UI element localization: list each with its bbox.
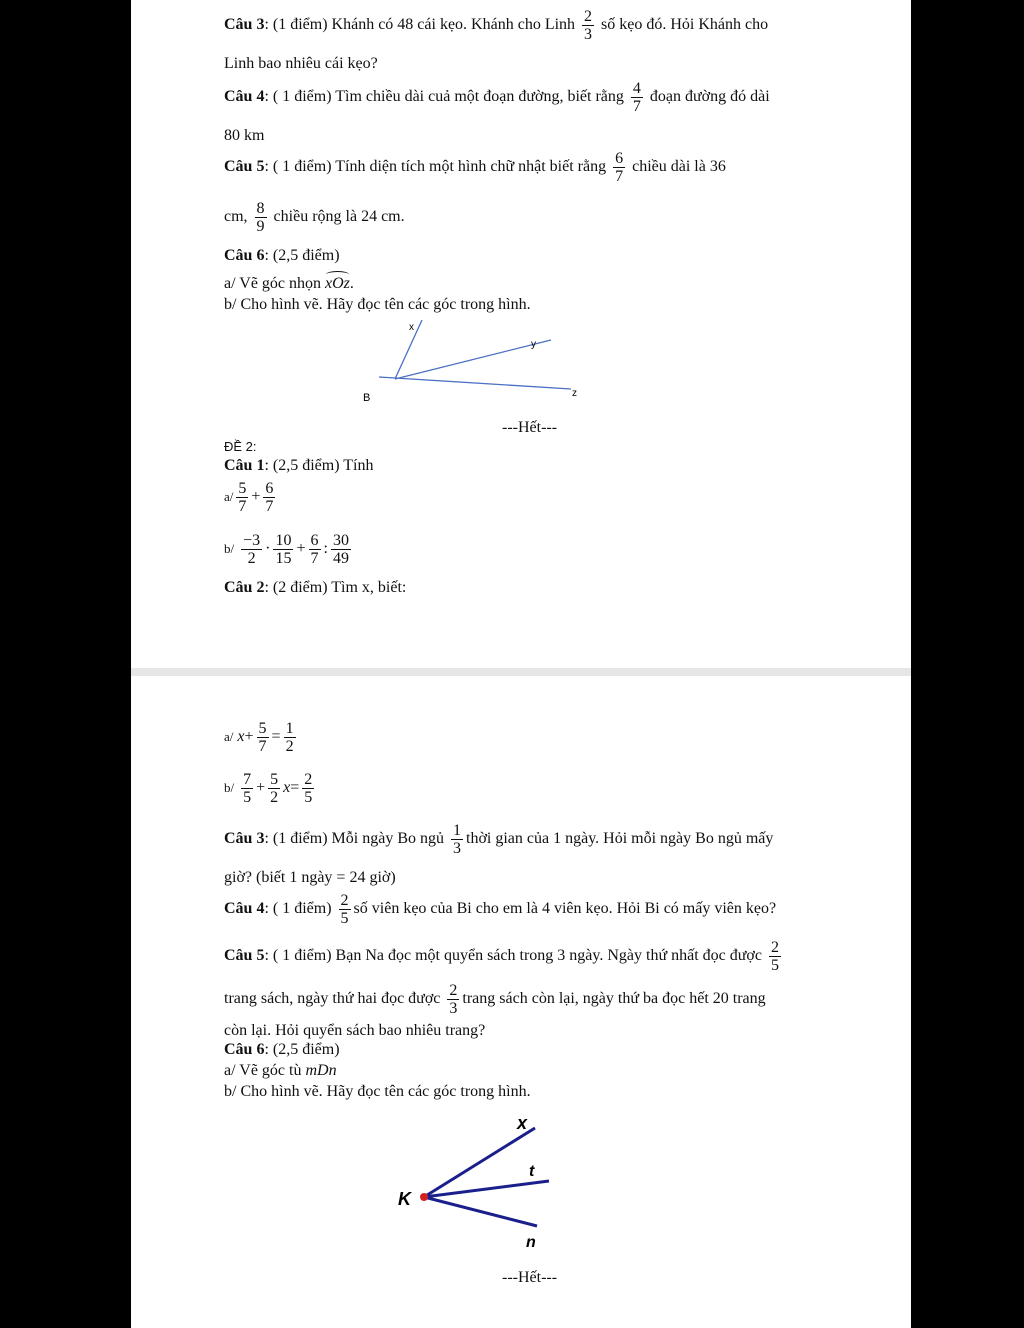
question-3: Câu 3: (1 điểm) Khánh có 48 cái kẹo. Khánh cho Linh $\frac{2}{3}$ số kẹo đó. Hỏi Khánh cho bbox=[224, 8, 769, 43]
de2-question-5: Câu 5: ( 1 điểm) Bạn Na đọc một quyển sách trong 3 ngày. Ngày thứ nhất đọc được $\frac{2}{5}$ bbox=[224, 939, 779, 974]
angle-figure-2 bbox=[131, 1106, 911, 1256]
question-3-line-2: Linh bao nhiêu cái kẹo? bbox=[224, 55, 378, 72]
de2-title: ĐỀ 2: bbox=[224, 439, 257, 454]
de2-question-4: Câu 4: ( 1 điểm) $\frac{2}{5}$ số viên kẹo của Bi cho em là 4 viên kẹo. Hỏi Bi có mấy viên kẹo? bbox=[224, 892, 777, 927]
label-t: t bbox=[529, 1163, 535, 1180]
question-5: Câu 5: ( 1 điểm) Tính diện tích một hình chữ nhật biết rằng $\frac{6}{7}$ chiều dài là 36 bbox=[224, 150, 726, 185]
de2-question-3-line-2: giờ? (biết 1 ngày = 24 giờ) bbox=[224, 869, 396, 886]
question-4-line-2: 80 km bbox=[224, 127, 265, 144]
de2-question-6a: a/ Vẽ góc tù mDn bbox=[224, 1062, 337, 1079]
fraction: $\frac{6}{7}$ bbox=[615, 150, 624, 185]
de2-question-2b: b/ $\frac{7}{5}$ + $\frac{5}{2}$ x= $\frac{2}{5}$ bbox=[224, 771, 313, 806]
question-4: Câu 4: ( 1 điểm) Tìm chiều dài cuả một đoạn đường, biết rằng $\frac{4}{7}$ đoạn đường đó dài bbox=[224, 80, 770, 115]
de2-question-1b: b/ $\frac{-3}{2}$ · $\frac{10}{15}$ + $\frac{6}{7}$ : $\frac{30}{49}$ bbox=[224, 532, 349, 567]
label-k: K bbox=[398, 1189, 411, 1209]
angle-mdn: mDn bbox=[305, 1062, 337, 1079]
de2-question-2a: a/ x+ $\frac{5}{7}$ = $\frac{1}{2}$ bbox=[224, 720, 294, 755]
label-b: B bbox=[363, 392, 371, 404]
fraction: $\frac{4}{7}$ bbox=[632, 80, 641, 115]
end-marker: ---Hết--- bbox=[502, 419, 558, 436]
label-n: n bbox=[526, 1234, 536, 1251]
label-y: y bbox=[531, 339, 536, 350]
fraction: $\frac{2}{3}$ bbox=[584, 8, 593, 43]
de2-question-6b: b/ Cho hình vẽ. Hãy đọc tên các góc trong hình. bbox=[224, 1083, 531, 1100]
ray-by bbox=[395, 340, 551, 379]
ray-kn bbox=[424, 1197, 537, 1226]
question-5-line-2: cm, $\frac{8}{9}$ chiều rộng là 24 cm. bbox=[224, 200, 405, 235]
de2-question-1a: a/ $\frac{5}{7}$ + $\frac{6}{7}$ bbox=[224, 480, 274, 515]
end-marker: ---Hết--- bbox=[502, 1269, 558, 1286]
page-gap bbox=[131, 668, 911, 676]
document-page-2 bbox=[131, 676, 911, 1328]
angle-figure-1 bbox=[131, 310, 911, 410]
label-x: x bbox=[409, 322, 414, 333]
question-6: Câu 6: (2,5 điểm) bbox=[224, 247, 340, 264]
ray-kx bbox=[424, 1128, 535, 1197]
de2-question-1: Câu 1: (2,5 điểm) Tính bbox=[224, 457, 374, 474]
question-6b: b/ Cho hình vẽ. Hãy đọc tên các góc trong hình. bbox=[224, 296, 531, 313]
de2-question-5-line-2: trang sách, ngày thứ hai đọc được $\frac{2}{3}$ trang sách còn lại, ngày thứ ba đọc hết 20 trang bbox=[224, 982, 766, 1017]
question-6a: a/ Vẽ góc nhọn xOz. bbox=[224, 275, 354, 292]
de2-question-2: Câu 2: (2 điểm) Tìm x, biết: bbox=[224, 579, 407, 596]
label-x: x bbox=[517, 1113, 528, 1133]
point-k bbox=[420, 1193, 428, 1201]
fraction: $\frac{8}{9}$ bbox=[256, 200, 265, 235]
de2-question-6: Câu 6: (2,5 điểm) bbox=[224, 1041, 340, 1058]
ray-kt bbox=[424, 1181, 549, 1197]
ray-bz bbox=[379, 377, 571, 389]
label-z: z bbox=[572, 388, 577, 399]
question-label: Câu 3 bbox=[224, 16, 265, 34]
angle-xoz: xOz bbox=[325, 275, 350, 292]
de2-question-5-line-3: còn lại. Hỏi quyển sách bao nhiêu trang? bbox=[224, 1022, 486, 1039]
document-page-1 bbox=[131, 0, 911, 668]
de2-question-3: Câu 3: (1 điểm) Mỗi ngày Bo ngủ $\frac{1}{3}$ thời gian của 1 ngày. Hỏi mỗi ngày Bo ngủ mấy bbox=[224, 822, 774, 857]
